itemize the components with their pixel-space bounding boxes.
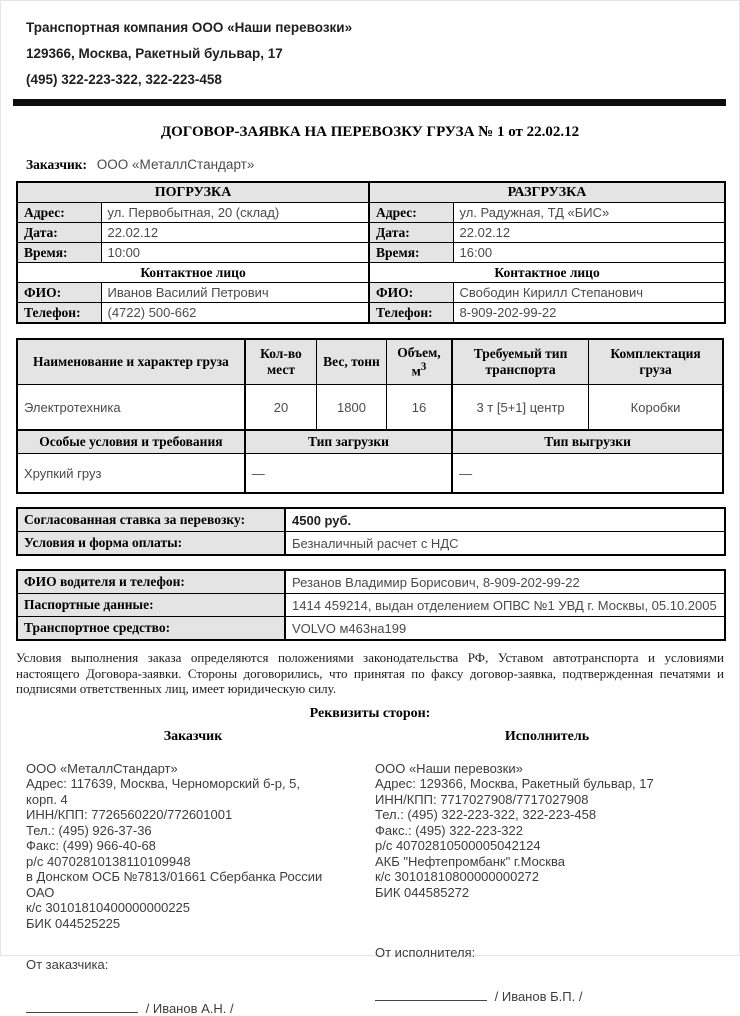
customer-heading: Заказчик [16,729,370,745]
list-item: Адрес: 117639, Москва, Черноморский б-р, 5, корп. 4 [26,776,330,807]
cargo-unload-type-header: Тип выгрузки [452,430,723,454]
company-phones: (495) 322-223-322, 322-223-458 [26,73,724,87]
executor-requisites-column [370,761,724,1016]
table-row [17,617,725,641]
unloading-contact-header: Контактное лицо [369,263,725,283]
requisites-title: Реквизиты сторон: [16,706,724,722]
cargo-transport-value: 3 т [5+1] центр [452,385,588,431]
list-item: к/с 30101810400000000225 [26,900,330,916]
unloading-phone-label: Телефон: [369,303,453,324]
table-row [17,532,725,556]
table-row [17,263,725,283]
list-item: БИК 044585272 [375,885,704,901]
list-item: Адрес: 129366, Москва, Ракетный бульвар, 17 [375,776,704,792]
loading-phone-value: (4722) 500-662 [101,303,369,324]
loading-contact-header: Контактное лицо [17,263,369,283]
table-row [17,203,725,223]
executor-signature-blank [375,988,487,1001]
customer-value: ООО «МеталлСтандарт» [97,157,255,172]
table-row [17,339,723,385]
vehicle-value: VOLVO м463на199 [285,617,725,641]
payment-label: Условия и форма оплаты: [17,532,285,556]
list-item: Тел.: (495) 322-223-322, 322-223-458 [375,807,704,823]
unloading-date-value: 22.02.12 [453,223,725,243]
cargo-places-value: 20 [245,385,317,431]
list-item: ИНН/КПП: 7726560220/772601001 [26,807,330,823]
customer-requisites [26,761,330,932]
cargo-weight-value: 1800 [317,385,387,431]
loading-time-value: 10:00 [101,243,369,263]
driver-table [16,569,726,641]
company-address: 129366, Москва, Ракетный бульвар, 17 [26,47,724,61]
driver-passport-value: 1414 459214, выдан отделением ОПВС №1 УВД г. Москвы, 05.10.2005 [285,594,725,617]
loading-name-value: Иванов Василий Петрович [101,283,369,303]
driver-passport-label: Паспортные данные: [17,594,285,617]
cargo-volume-value: 16 [386,385,452,431]
table-row [17,223,725,243]
from-customer-label: От заказчика: [26,957,330,972]
unloading-address-value: ул. Радужная, ТД «БИС» [453,203,725,223]
table-row [17,283,725,303]
customer-signature-blank [26,1000,138,1013]
executor-requisites [375,761,704,919]
cargo-packing-value: Коробки [589,385,723,431]
table-row [17,243,725,263]
table-row [17,454,723,494]
table-row [17,430,723,454]
customer-label: Заказчик: [26,157,87,172]
list-item: в Донском ОСБ №7813/01661 Сбербанка России ОАО [26,869,330,900]
loading-address-label: Адрес: [17,203,101,223]
customer-requisites-column [16,761,370,1016]
loading-address-value: ул. Первобытная, 20 (склад) [101,203,369,223]
from-executor-label: От исполнителя: [375,945,704,960]
cargo-load-type-value: — [245,454,452,494]
list-item: Факс: (499) 966-40-68 [26,838,330,854]
rate-label: Согласованная ставка за перевозку: [17,508,285,532]
cargo-load-type-header: Тип загрузки [245,430,452,454]
cargo-header-transport: Требуемый тип транспорта [452,339,588,385]
customer-line [26,157,724,173]
list-item: ООО «Наши перевозки» [375,761,704,777]
cargo-name-value: Электротехника [17,385,245,431]
payment-value: Безналичный расчет с НДС [285,532,725,556]
unloading-name-value: Свободин Кирилл Степанович [453,283,725,303]
table-row [17,303,725,324]
list-item: БИК 044525225 [26,916,330,932]
rate-table [16,507,726,556]
list-item: р/с 40702810500005042124 [375,838,704,854]
loading-date-value: 22.02.12 [101,223,369,243]
letterhead [26,21,724,87]
list-item: к/с 30101810800000000272 [375,869,704,885]
unloading-date-label: Дата: [369,223,453,243]
list-item: ООО «МеталлСтандарт» [26,761,330,777]
unloading-name-label: ФИО: [369,283,453,303]
cargo-unload-type-value: — [452,454,723,494]
table-row [17,508,725,532]
list-item: ИНН/КПП: 7717027908/7717027908 [375,792,704,808]
cargo-header-name: Наименование и характер груза [17,339,245,385]
executor-signature-name: / Иванов Б.П. / [495,989,583,1004]
unloading-phone-value: 8-909-202-99-22 [453,303,725,324]
terms-paragraph: Условия выполнения заказа определяются положениями законодательства РФ, Уставом автотранспорта и условиями настоящего Договора-заявки. Стороны договорились, что принятая по факсу договор-заявка, подтвержденная печатями и подписями ответственных лиц, имеет юридическую силу. [16,650,724,697]
table-row [17,182,725,203]
customer-signature-name: / Иванов А.Н. / [146,1001,234,1016]
unloading-time-label: Время: [369,243,453,263]
loading-unloading-table [16,181,726,324]
list-item: Факс.: (495) 322-223-322 [375,823,704,839]
table-row [17,570,725,594]
cargo-header-weight: Вес, тонн [317,339,387,385]
list-item: р/с 40702810138110109948 [26,854,330,870]
vehicle-label: Транспортное средство: [17,617,285,641]
loading-phone-label: Телефон: [17,303,101,324]
unloading-address-label: Адрес: [369,203,453,223]
requisites-columns [16,761,724,1016]
loading-header: ПОГРУЗКА [17,182,369,203]
header-divider-rule [13,99,726,106]
loading-name-label: ФИО: [17,283,101,303]
customer-signature-line [26,1000,330,1016]
table-row [17,385,723,431]
cargo-header-places: Кол-во мест [245,339,317,385]
requisites-headings [16,729,724,745]
unloading-header: РАЗГРУЗКА [369,182,725,203]
unloading-time-value: 16:00 [453,243,725,263]
document-title: ДОГОВОР-ЗАЯВКА НА ПЕРЕВОЗКУ ГРУЗА № 1 от 22.02.12 [16,124,724,141]
driver-name-label: ФИО водителя и телефон: [17,570,285,594]
list-item: Тел.: (495) 926-37-36 [26,823,330,839]
driver-name-value: Резанов Владимир Борисович, 8-909-202-99-22 [285,570,725,594]
rate-value: 4500 руб. [285,508,725,532]
loading-date-label: Дата: [17,223,101,243]
cargo-table [16,338,724,494]
list-item: АКБ "Нефтепромбанк" г.Москва [375,854,704,870]
company-name: Транспортная компания ООО «Наши перевозки» [26,21,724,35]
executor-signature-line [375,988,704,1004]
cargo-conditions-value: Хрупкий груз [17,454,245,494]
table-row [17,594,725,617]
cargo-conditions-header: Особые условия и требования [17,430,245,454]
loading-time-label: Время: [17,243,101,263]
executor-heading: Исполнитель [370,729,724,745]
cargo-header-volume: Объем, $м^3$ [386,339,452,385]
cargo-header-packing: Комплектация груза [589,339,723,385]
